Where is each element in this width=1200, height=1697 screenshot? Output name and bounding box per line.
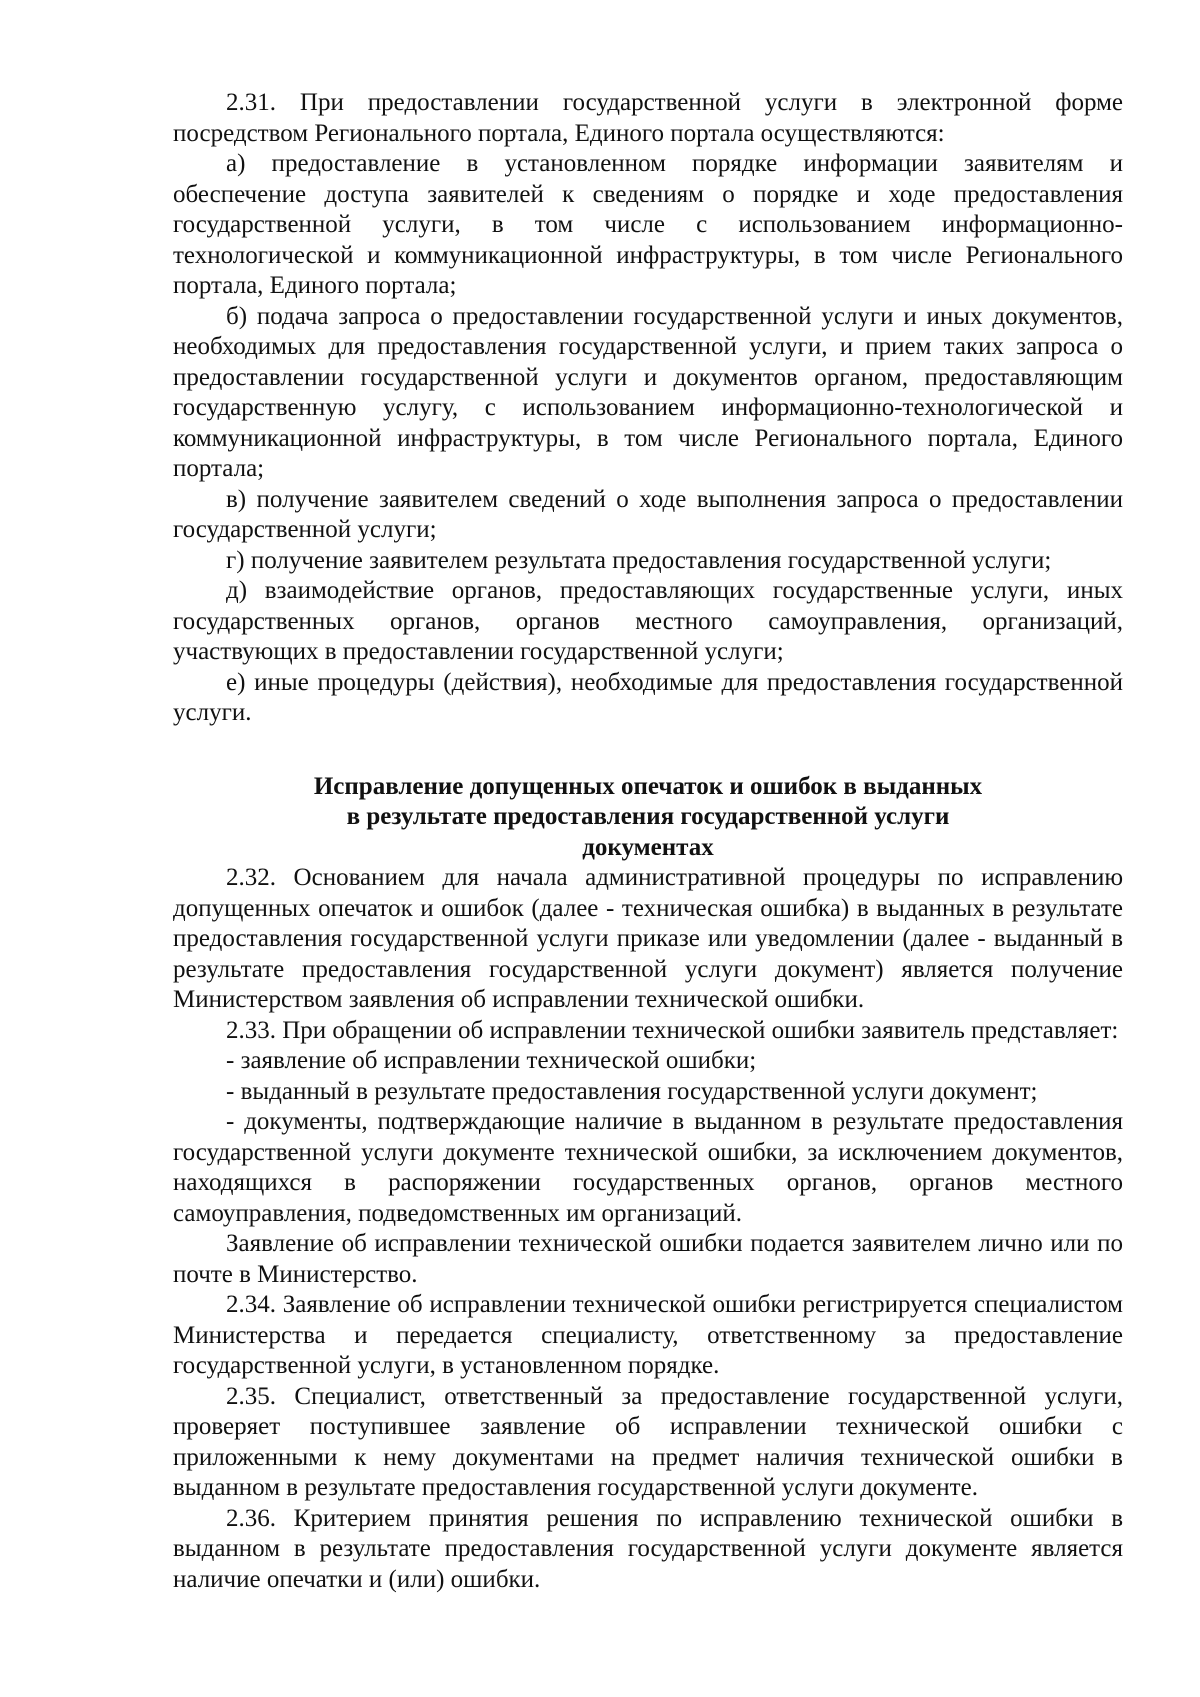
paragraph-2-32: 2.32. Основанием для начала административной процедуры по исправлению допущенных опечаток и ошибок (далее - техническая ошибка) в выданных в результате предоставления государственной услуги приказе или уведомлении (далее - выданный в результате предоставления государственной услуги документ) является получение Министерством заявления об исправлении технической ошибки. — [173, 864, 1123, 1013]
dash-item-1: - заявление об исправлении технической ошибки; — [226, 1047, 757, 1074]
paragraph-2-36: 2.36. Критерием принятия решения по исправлению технической ошибки в выданном в результате предоставления государственной услуги документе является наличие опечатки и (или) ошибки. — [173, 1504, 1123, 1593]
section-heading — [173, 772, 1123, 864]
list-item-b: б) подача запроса о предоставлении государственной услуги и иных документов, необходимых для предоставления государственной услуги, и прием таких запроса о предоставлении государственной услуги и документов органом, предоставляющим государственную услугу, с использованием информационно-технологической и коммуникационной инфраструктуры, в том числе Регионального портала, Единого портала; — [173, 302, 1123, 482]
heading-line-2: в результате предоставления государственной услуги — [346, 803, 950, 830]
list-item-d: д) взаимодействие органов, предоставляющих государственные услуги, иных государственных органов, органов местного самоуправления, организаций, участвующих в предоставлении государственной услуги; — [173, 577, 1123, 665]
list-item-v: в) получение заявителем сведений о ходе выполнения запроса о предоставлении государственной услуги; — [173, 485, 1123, 543]
heading-line-3: документах — [582, 833, 714, 861]
heading-line-1: Исправление допущенных опечаток и ошибок в выданных — [313, 772, 983, 800]
list-item-g: г) получение заявителем результата предоставления государственной услуги; — [226, 546, 1052, 574]
paragraph-2-31: 2.31. При предоставлении государственной услуги в электронной форме посредством Регионального портала, Единого портала осуществляются: — [173, 89, 1123, 147]
paragraph-2-34: 2.34. Заявление об исправлении технической ошибки регистрируется специалистом Министерства и передается специалисту, ответственному за предоставление государственной услуги, в установленном порядке. — [173, 1291, 1123, 1379]
dash-item-3: - документы, подтверждающие наличие в выданном в результате предоставления государственной услуги документе технической ошибки, за исключением документов, находящихся в распоряжении государственных органов, органов местного самоуправления, подведомственных им организаций. — [173, 1108, 1123, 1227]
paragraph-2-33: 2.33. При обращении об исправлении технической ошибки заявитель представляет: — [226, 1016, 1119, 1044]
paragraph-2-35: 2.35. Специалист, ответственный за предоставление государственной услуги, проверяет поступившее заявление об исправлении технической ошибки с приложенными к нему документами на предмет наличия технической ошибки в выданном в результате предоставления государственной услуги документе. — [173, 1382, 1123, 1501]
list-item-e: е) иные процедуры (действия), необходимые для предоставления государственной услуги. — [173, 668, 1123, 726]
paragraph-submission: Заявление об исправлении технической ошибки подается заявителем лично или по почте в Министерство. — [173, 1230, 1123, 1288]
document-page — [173, 88, 1123, 1595]
dash-item-2: - выданный в результате предоставления государственной услуги документ; — [226, 1077, 1038, 1105]
list-item-a: а) предоставление в установленном порядке информации заявителям и обеспечение доступа заявителей к сведениям о порядке и ходе предоставления государственной услуги, в том числе с использованием информационно-технологической и коммуникационной инфраструктуры, в том числе Регионального портала, Единого портала; — [173, 150, 1123, 299]
